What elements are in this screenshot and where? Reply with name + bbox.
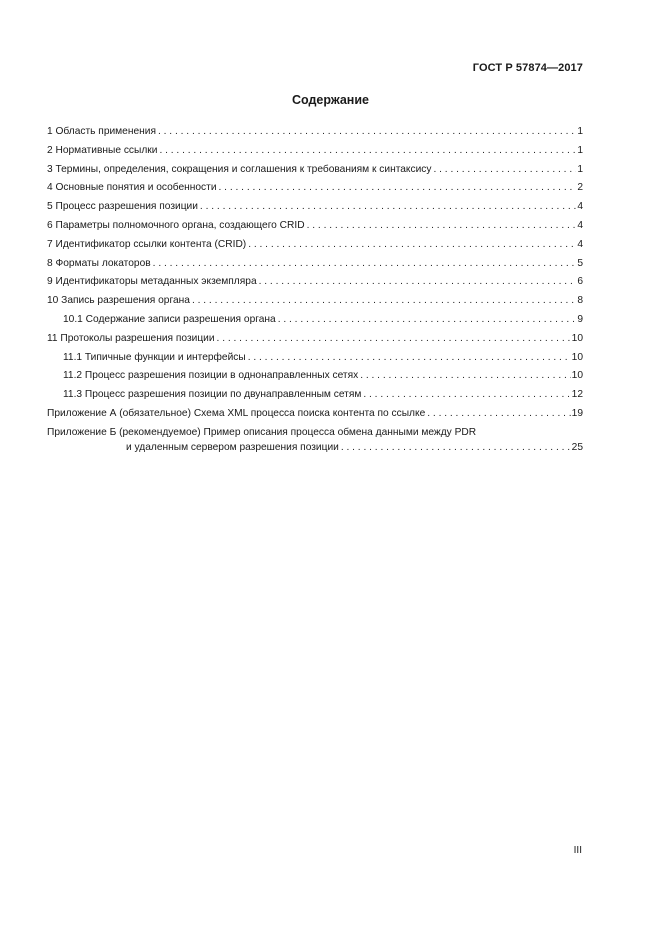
toc-entry-11-1[interactable] bbox=[47, 349, 583, 368]
dot-leader bbox=[307, 217, 577, 236]
dot-leader bbox=[153, 255, 577, 274]
toc-entry-text: 11 Протоколы разрешения позиции bbox=[47, 330, 217, 349]
toc-entry-text: 1 Область применения bbox=[47, 123, 158, 142]
dot-leader bbox=[341, 440, 571, 456]
dot-leader bbox=[192, 292, 576, 311]
toc-entry-appendix-a[interactable] bbox=[47, 405, 583, 424]
toc-entry-text-continued: и удаленным сервером разрешения позиции bbox=[126, 440, 341, 456]
toc-entry-page: 9 bbox=[577, 313, 583, 325]
toc-entry-11-2[interactable] bbox=[47, 367, 583, 386]
toc-entry-page: 12 bbox=[571, 389, 583, 401]
toc-entry-9[interactable] bbox=[47, 273, 583, 292]
dot-leader bbox=[259, 273, 577, 292]
toc-entry-page: 1 bbox=[577, 126, 583, 137]
dot-leader bbox=[363, 386, 570, 405]
toc-entry-5[interactable] bbox=[47, 198, 583, 217]
dot-leader bbox=[159, 142, 576, 161]
toc-entry-page: 1 bbox=[577, 144, 583, 156]
toc-entry-text: 9 Идентификаторы метаданных экземпляра bbox=[47, 273, 259, 292]
dot-leader bbox=[360, 367, 570, 386]
table-of-contents bbox=[47, 123, 583, 456]
toc-entry-page: 4 bbox=[577, 219, 583, 231]
toc-entry-text: Приложение Б (рекомендуемое) Пример описания процесса обмена данными между PDR bbox=[47, 426, 477, 438]
toc-entry-page: 10 bbox=[571, 351, 583, 363]
toc-entry-page: 19 bbox=[571, 407, 583, 419]
toc-entry-11[interactable] bbox=[47, 330, 583, 349]
toc-entry-text: 4 Основные понятия и особенности bbox=[47, 179, 219, 198]
toc-entry-appendix-b[interactable] bbox=[47, 426, 583, 456]
toc-entry-text: 11.1 Типичные функции и интерфейсы bbox=[63, 349, 248, 368]
dot-leader bbox=[427, 405, 570, 424]
toc-entry-page: 8 bbox=[577, 295, 583, 307]
toc-entry-text: 10.1 Содержание записи разрешения органа bbox=[63, 311, 278, 330]
toc-entry-text: 6 Параметры полномочного органа, создающего CRID bbox=[47, 217, 307, 236]
dot-leader bbox=[200, 198, 576, 217]
toc-entry-6[interactable] bbox=[47, 217, 583, 236]
toc-entry-page: 10 bbox=[571, 332, 583, 344]
toc-entry-page: 2 bbox=[577, 182, 583, 194]
toc-entry-text: 11.2 Процесс разрешения позиции в однонаправленных сетях bbox=[63, 367, 360, 386]
toc-entry-7[interactable] bbox=[47, 236, 583, 255]
toc-entry-2[interactable] bbox=[47, 142, 583, 161]
toc-entry-text: 7 Идентификатор ссылки контента (CRID) bbox=[47, 236, 248, 255]
toc-entry-1[interactable] bbox=[47, 123, 583, 142]
toc-entry-page: 25 bbox=[571, 441, 583, 453]
toc-entry-page: 6 bbox=[577, 276, 583, 288]
toc-entry-page: 1 bbox=[577, 163, 583, 175]
toc-entry-page: 4 bbox=[577, 238, 583, 250]
toc-entry-8[interactable] bbox=[47, 255, 583, 274]
dot-leader bbox=[217, 330, 571, 349]
toc-entry-text: 5 Процесс разрешения позиции bbox=[47, 198, 200, 217]
toc-entry-text: 2 Нормативные ссылки bbox=[47, 142, 159, 161]
toc-entry-10-1[interactable] bbox=[47, 311, 583, 330]
toc-entry-text: 11.3 Процесс разрешения позиции по двунаправленным сетям bbox=[63, 386, 363, 405]
toc-entry-text: Приложение А (обязательное) Схема XML процесса поиска контента по ссылке bbox=[47, 405, 427, 424]
toc-entry-page: 10 bbox=[571, 370, 583, 382]
dot-leader bbox=[248, 236, 576, 255]
dot-leader bbox=[158, 123, 576, 142]
page-title: Содержание bbox=[291, 93, 369, 107]
dot-leader bbox=[278, 311, 577, 330]
toc-entry-4[interactable] bbox=[47, 179, 583, 198]
dot-leader bbox=[248, 349, 571, 368]
toc-entry-text: 10 Запись разрешения органа bbox=[47, 292, 192, 311]
dot-leader bbox=[433, 161, 576, 180]
toc-entry-page: 5 bbox=[577, 257, 583, 269]
toc-entry-10[interactable] bbox=[47, 292, 583, 311]
toc-entry-page: 4 bbox=[577, 201, 583, 213]
toc-entry-11-3[interactable] bbox=[47, 386, 583, 405]
document-id: ГОСТ Р 57874—2017 bbox=[472, 62, 583, 74]
toc-entry-text: 3 Термины, определения, сокращения и соглашения к требованиям к синтаксису bbox=[47, 161, 433, 180]
toc-entry-3[interactable] bbox=[47, 161, 583, 180]
dot-leader bbox=[219, 179, 577, 198]
toc-entry-text: 8 Форматы локаторов bbox=[47, 255, 153, 274]
page-number: III bbox=[573, 845, 582, 856]
